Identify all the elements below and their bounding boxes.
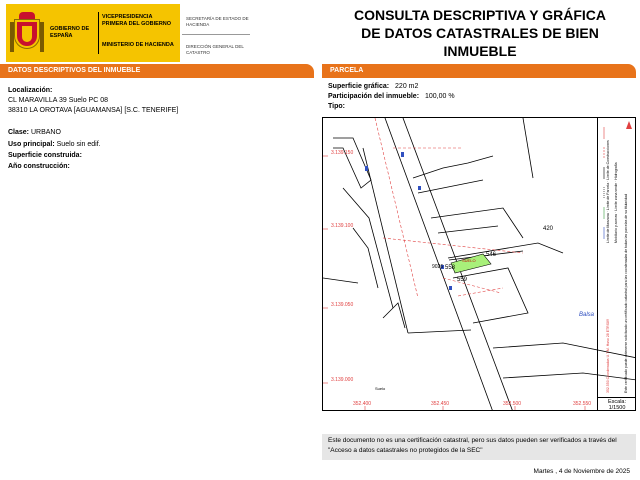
parcel-number-546: 546 (486, 252, 497, 258)
legend-green-zone: Límite zona verde (614, 182, 618, 211)
type-label: Tipo: (328, 103, 345, 110)
class-value: URBANO (30, 129, 61, 136)
share-value: 100,00 % (424, 93, 455, 100)
use-value: Suelo sin edif. (56, 141, 101, 148)
legend-furniture: Mobiliario y aceras (614, 213, 618, 243)
x-label-4: 352.550 (573, 401, 592, 407)
property-section-header: DATOS DESCRIPTIVOS DEL INMUEBLE (0, 64, 314, 78)
legend-construction-limit: Límite de Construcciones (606, 140, 610, 180)
parcel-use-label: SUELO (462, 258, 476, 263)
y-label-2: 3.139.100 (331, 223, 354, 229)
legend-certificate-note: Este certificado puede obtenerse solicitando un certificado catastral para las coordenadas de todas las parcelas de su titularidad (624, 193, 628, 393)
document-date: Martes , 4 de Noviembre de 2025 (533, 468, 630, 475)
parcel-number-559: 559 (457, 277, 468, 283)
class-row (8, 128, 61, 137)
legend-block-features: Mobiliario y aceras · Límite zona verde · Hidrografía (614, 162, 618, 243)
legend-block-limit: Límite de Manzana (606, 213, 610, 243)
address-line2: 38310 LA OROTAVA [AGUAMANSA] [S.C. TENERIFE] (8, 107, 179, 114)
legend-block-limits: Límite de Manzana · Límite de Parcela · Límite de Construcciones (606, 140, 610, 243)
document-title-line1: CONSULTA DESCRIPTIVA Y GRÁFICA (353, 7, 606, 23)
x-label-1: 352.400 (353, 401, 372, 407)
map-scale (597, 397, 636, 411)
area-label: Superficie gráfica: (328, 83, 390, 90)
department-block (182, 8, 250, 58)
parcel-number-420: 420 (543, 226, 554, 232)
parcel-number-9026: 9026 (432, 264, 444, 270)
location-label: Localización: (8, 87, 53, 94)
parcel-number-558: 558 (445, 265, 456, 271)
country-label: GOBIERNO DE ESPAÑA (50, 26, 90, 39)
north-arrow-icon (626, 121, 632, 129)
area-value: 220 m2 (395, 83, 419, 90)
parcel-section-header: PARCELA (322, 64, 636, 78)
built-area-label: Superficie construida: (8, 152, 82, 159)
share-label: Participación del inmueble: (328, 93, 420, 100)
year-label: Año construcción: (8, 163, 70, 170)
area-row (328, 82, 418, 91)
government-header (6, 4, 249, 62)
ministry-label: MINISTERIO DE HACIENDA (102, 42, 174, 48)
scale-value: 1/1500 (608, 405, 626, 411)
scale-label: Escala: (607, 399, 627, 405)
use-label: Uso principal: (8, 141, 55, 148)
logo-divider (98, 12, 99, 54)
legend-hydrography: Hidrografía (614, 162, 618, 180)
y-label-1: 3.139.150 (331, 150, 354, 156)
direction-label: DIRECCIÓN GENERAL DEL CATASTRO (186, 44, 244, 55)
use-row (8, 140, 101, 149)
map-legend (597, 117, 636, 397)
secretariat-label: SECRETARÍA DE ESTADO DE HACIENDA (186, 16, 249, 27)
legend-coordinates-note: 352.550 Coordenadas U.T.M. Huso 28 ETRS89 (606, 319, 610, 393)
y-label-3: 3.139.050 (331, 302, 354, 308)
x-label-3: 352.500 (503, 401, 522, 407)
legend-parcel-limit: Límite de Parcela (606, 182, 610, 211)
verification-notice: Este documento no es una certificación catastral, pero sus datos pueden ser verificados a través del "Acceso a datos catastrales no protegidos de la SEC" (322, 434, 636, 460)
share-row (328, 92, 455, 101)
class-label: Clase: (8, 129, 30, 136)
address-line1: CL MARAVILLA 39 Suelo PC 08 (8, 97, 108, 104)
government-logo-band (6, 4, 180, 62)
y-label-4: 3.139.000 (331, 377, 354, 383)
small-map-label: Suelo (375, 386, 386, 391)
vice-presidency-label: VICEPRESIDENCIA PRIMERA DEL GOBIERNO (102, 14, 172, 27)
x-label-2: 352.450 (431, 401, 450, 407)
cadastral-map-drawing (323, 118, 636, 411)
cadastral-map[interactable] (322, 117, 636, 411)
coat-of-arms-icon (10, 12, 44, 56)
place-label-balsa: Balsa (579, 312, 595, 318)
document-title-line2: DE DATOS CATASTRALES DE BIEN INMUEBLE (361, 25, 599, 59)
